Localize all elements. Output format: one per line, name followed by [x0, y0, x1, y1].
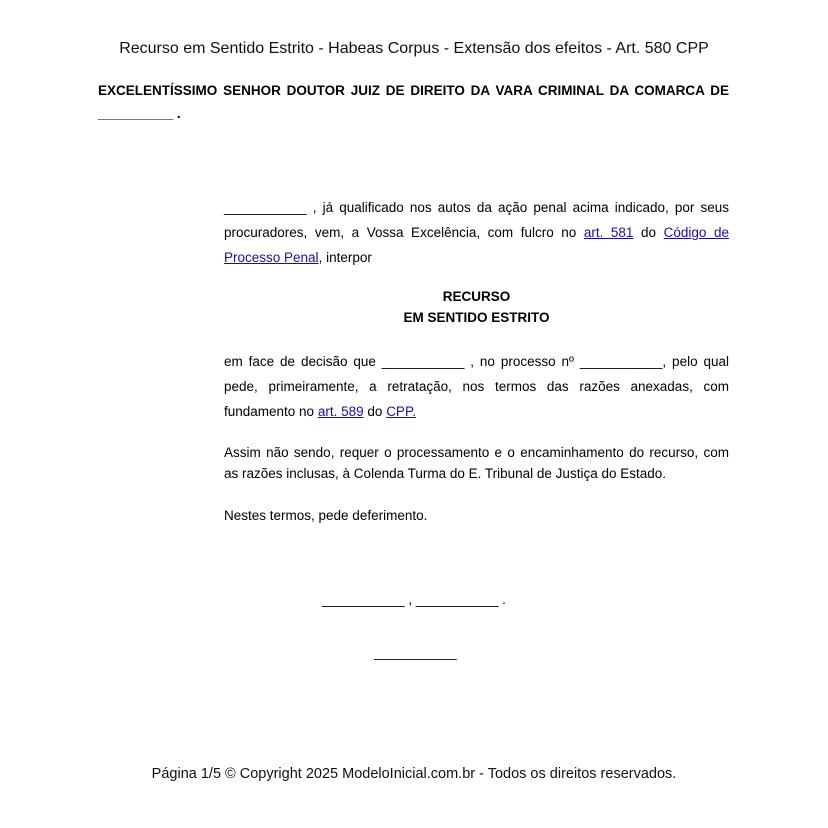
page-footer: Página 1/5 © Copyright 2025 ModeloInicial.com.br - Todos os direitos reservados. [151, 766, 677, 782]
signature-line: ___________ [374, 645, 457, 660]
paragraph-interposition [224, 195, 729, 270]
link-art-589[interactable]: art. 589 [317, 404, 364, 419]
paragraph-closing: Nestes termos, pede deferimento. [224, 508, 428, 523]
document-header-title: Recurso em Sentido Estrito - Habeas Corpus - Extensão dos efeitos - Art. 580 CPP [119, 40, 709, 57]
petition-title-line2: EM SENTIDO ESTRITO [403, 310, 550, 325]
place-date-line: ___________ , ___________ . [322, 592, 506, 607]
petition-title [224, 286, 729, 328]
link-art-581[interactable]: art. 581 [583, 225, 634, 240]
paragraph-decision-connector: do [367, 404, 383, 419]
paragraph-interposition-text: ___________ , já qualificado nos autos da ação penal acima indicado, por seus procuradores, vem, a Vossa Excelência, com fulcro no [224, 200, 729, 240]
petition-title-line1: RECURSO [442, 289, 511, 304]
paragraph-request: Assim não sendo, requer o processamento e o encaminhamento do recurso, com as razões inclusas, à Colenda Turma do E. Tribunal de Justiça do Estado. [224, 445, 729, 481]
paragraph-decision-text: em face de decisão que ___________ , no processo nº ___________, pelo qual pede, primeiramente, a retratação, nos termos das razões anexadas, com fundamento no [224, 354, 729, 419]
paragraph-interposition-connector: do [641, 225, 657, 240]
paragraph-interposition-end: , interpor [318, 250, 372, 265]
link-cpp[interactable]: CPP. [386, 404, 416, 419]
paragraph-decision [224, 349, 729, 424]
link-codigo-processo-penal[interactable]: Código de Processo Penal [224, 225, 729, 265]
addressee-heading: EXCELENTÍSSIMO SENHOR DOUTOR JUIZ DE DIREITO DA VARA CRIMINAL DA COMARCA DE __________ . [98, 83, 729, 121]
